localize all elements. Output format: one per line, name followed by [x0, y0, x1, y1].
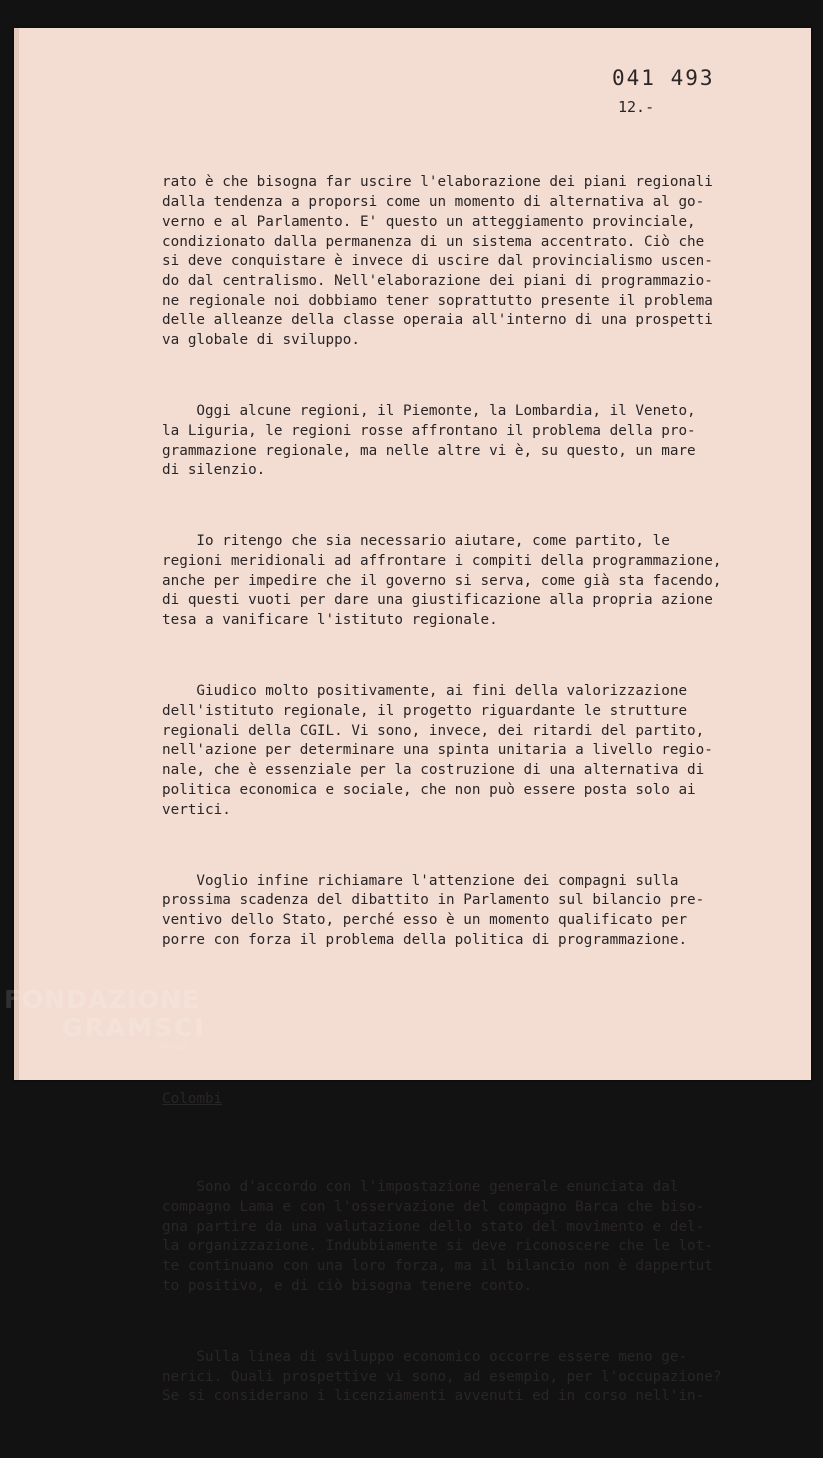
paragraph: rato è che bisogna far uscire l'elaborazione dei piani regionali dalla tendenza a proporsi come un momento di alternativa al go- verno e al Parlamento. E' questo un atteggiamento provinciale, condizionato dalla permanenza di un sistema accentrato. Ciò che si deve conquistare è invece di uscire dal provincialismo uscen- do dal centralismo. Nell'elaborazione dei piani di programmazio- ne regionale noi dobbiamo tener soprattutto presente il problema delle alleanze della classe operaia all'interno di una prospetti va globale di sviluppo.	[162, 174, 713, 349]
paragraph: Sulla linea di sviluppo economico occorre essere meno ge- nerici. Quali prospettive vi sono, ad esempio, per l'occupazione? Se si considerano i licenziamenti avvenuti ed in corso nell'in-	[162, 1348, 722, 1405]
document-page	[14, 28, 811, 1405]
speaker-heading: Colombi	[162, 1090, 223, 1107]
paragraph: Io ritengo che sia necessario aiutare, come partito, le regioni meridionali ad affrontare i compiti della programmazione, anche per impedire che il governo si serva, come già sta facendo, di questi vuoti per dare una giustificazione alla propria azione tesa a vanificare l'istituto regionale.	[162, 533, 722, 629]
page-left-edge	[14, 28, 19, 1080]
paragraph: Giudico molto positivamente, ai fini della valorizzazione dell'istituto regionale, il progetto riguardante le strutture regionali della CGIL. Vi sono, invece, dei ritardi del partito, nell'azione per determinare una spinta unitaria a livello regio- nale, che è essenziale per la costruzione di una alternativa di politica economica e sociale, che non può essere posta solo ai vertici.	[162, 683, 713, 818]
paragraph: Oggi alcune regioni, il Piemonte, la Lombardia, il Veneto, la Liguria, le regioni rosse affrontano il problema della pro- grammazione regionale, ma nelle altre vi è, su questo, un mare di silenzio.	[162, 403, 696, 479]
watermark-line: onlus	[159, 1042, 189, 1052]
watermark-line: FONDAZIONE	[4, 985, 201, 1014]
typed-text-body	[162, 134, 792, 1458]
paragraph: Sono d'accordo con l'impostazione generale enunciata dal compagno Lama e con l'osservazione del compagno Barca che biso- gna partire da una valutazione dello stato del movimento e del- la organizzazione. Indubbiamente si deve riconoscere che le lot- te continuano con una loro forza, ma il bilancio non è dappertut to positivo, e di ciò bisogna tenere conto.	[162, 1179, 713, 1294]
page-number: 12.-	[618, 98, 655, 116]
document-number: 041 493	[612, 66, 715, 90]
fondazione-gramsci-watermark	[4, 986, 206, 1052]
watermark-line: GRAMSCI	[62, 1013, 206, 1042]
paragraph: Voglio infine richiamare l'attenzione dei compagni sulla prossima scadenza del dibattito in Parlamento sul bilancio pre- ventivo dello Stato, perché esso è un momento qualificato per porre con forza il problema della politica di programmazione.	[162, 872, 705, 948]
